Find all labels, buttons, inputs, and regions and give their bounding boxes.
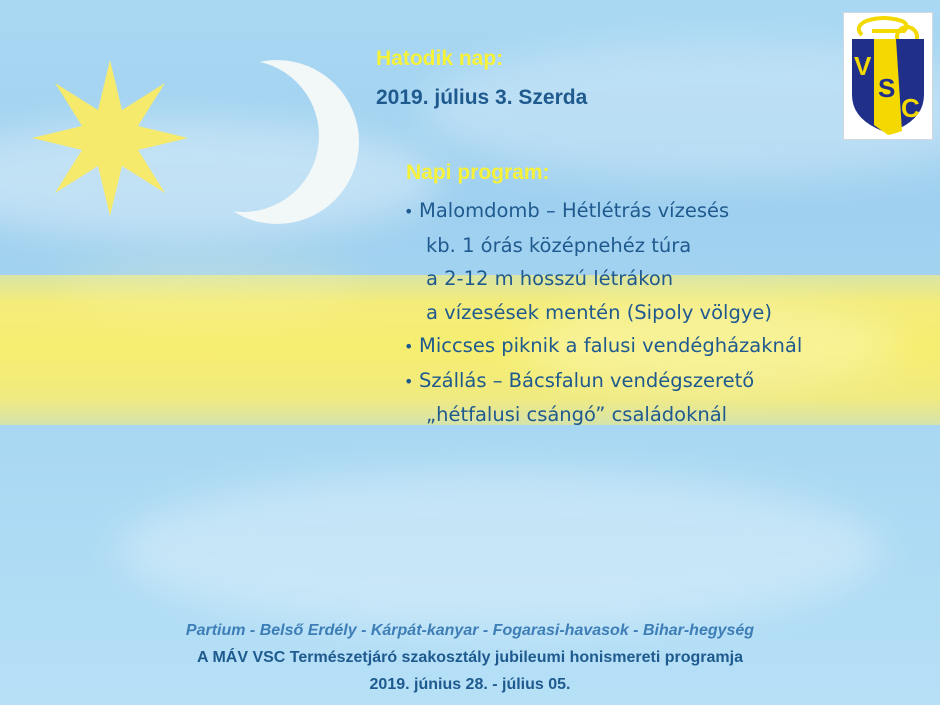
- golden-star-icon: [30, 58, 190, 218]
- list-item: [404, 398, 802, 432]
- list-item: [404, 194, 802, 229]
- bullet-icon: •: [404, 337, 414, 356]
- list-item-text: a 2-12 m hosszú létrákon: [426, 267, 674, 290]
- list-item-text: kb. 1 órás középnehéz túra: [426, 233, 692, 257]
- logo-letter-c: C: [901, 93, 920, 123]
- program-title: Napi program:: [406, 161, 550, 184]
- list-item-text: Miccses piknik a falusi vendégházaknál: [419, 334, 803, 357]
- crescent-moon-icon: [185, 52, 365, 232]
- list-item-text: „hétfalusi csángó” családoknál: [426, 403, 728, 426]
- program-list: [404, 194, 802, 432]
- vsc-logo: [843, 12, 933, 140]
- list-item: [404, 296, 802, 330]
- footer-route: Partium - Belső Erdély - Kárpát-kanyar - Fogarasi-havasok - Bihar-hegység: [185, 622, 755, 639]
- flag-fold-highlight: [120, 470, 880, 630]
- logo-letter-s: S: [878, 73, 896, 103]
- bullet-icon: •: [404, 371, 414, 391]
- footer-organizer: A MÁV VSC Természetjáró szakosztály jubileumi honismereti programja: [197, 649, 743, 666]
- flag-fold-highlight: [60, 260, 360, 320]
- day-heading: Hatodik nap:: [376, 47, 504, 70]
- list-item: [404, 229, 802, 263]
- list-item: [404, 262, 802, 296]
- list-item: [404, 364, 802, 399]
- list-item: [404, 329, 802, 364]
- list-item-text: Szállás – Bácsfalun vendégszerető: [419, 368, 755, 392]
- list-item-text: Malomdomb – Hétlétrás vízesés: [419, 199, 730, 222]
- list-item-text: a vízesések mentén (Sipoly völgye): [426, 300, 772, 324]
- date-heading: 2019. július 3. Szerda: [376, 86, 588, 109]
- logo-letter-v: V: [854, 51, 872, 81]
- bullet-icon: •: [404, 202, 414, 221]
- footer-dates: 2019. június 28. - július 05.: [369, 676, 571, 693]
